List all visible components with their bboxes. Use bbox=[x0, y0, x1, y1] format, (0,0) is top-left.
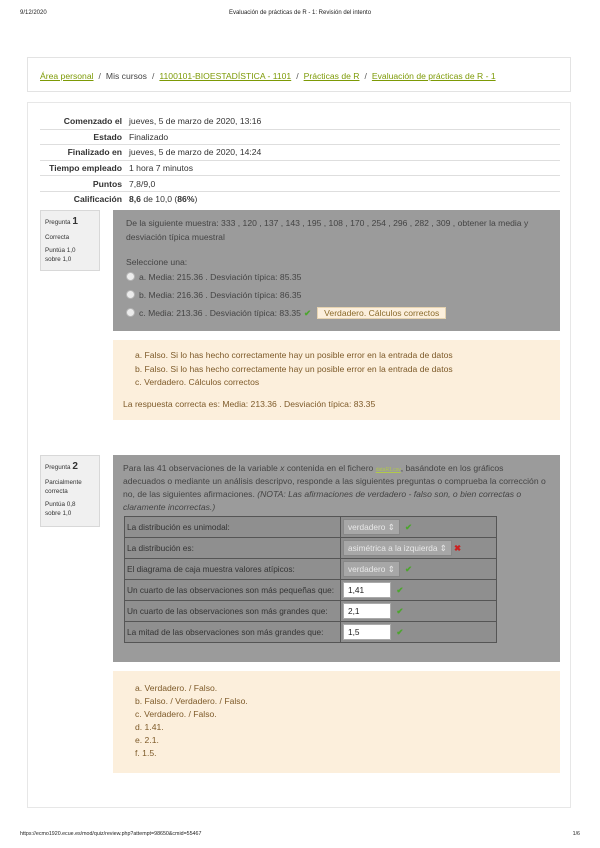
summary-row bbox=[40, 176, 560, 192]
question-text bbox=[123, 489, 521, 499]
table-row bbox=[125, 580, 497, 601]
statement-label: La mitad de las observaciones son más grandes que: bbox=[125, 622, 341, 643]
question-state: Parcialmente bbox=[45, 478, 82, 486]
grade-value: 8,6 bbox=[129, 194, 141, 205]
feedback-line: d. 1.41. bbox=[135, 722, 164, 732]
question-text-part: contenida en el fichero bbox=[284, 463, 376, 473]
summary-value: jueves, 5 de marzo de 2020, 13:16 bbox=[129, 116, 262, 127]
statement-label: La distribución es: bbox=[125, 538, 341, 559]
select-value: verdadero bbox=[348, 522, 386, 532]
question-1-feedback bbox=[113, 340, 560, 420]
grade-mid: de 10,0 ( bbox=[140, 194, 178, 205]
question-note: claramente incorrectas.) bbox=[123, 502, 216, 512]
question-number: 2 bbox=[72, 461, 78, 472]
summary-key: Comenzado el bbox=[63, 116, 122, 127]
print-title: Evaluación de prácticas de R - 1: Revisión del intento bbox=[228, 10, 372, 16]
check-icon: ✔ bbox=[396, 627, 404, 637]
right-answer: La respuesta correcta es: Media: 213.36 . Desviación típica: 83.35 bbox=[123, 399, 376, 409]
grade-percent: 86% bbox=[177, 194, 195, 205]
check-icon: ✔ bbox=[404, 522, 412, 532]
feedback-line: b. Falso. Si lo has hecho correctamente hay un posible error en la entrada de datos bbox=[135, 364, 453, 374]
select-arrows-icon: ⇕ bbox=[387, 522, 395, 532]
question-state-cont: correcta bbox=[45, 487, 68, 495]
table-row bbox=[125, 538, 497, 559]
summary-row bbox=[40, 160, 560, 176]
summary-value: Finalizado bbox=[129, 129, 560, 145]
table-row bbox=[125, 622, 497, 643]
summary-key: Puntos bbox=[40, 176, 129, 192]
question-text-part: Para las 41 observaciones de la variable bbox=[123, 463, 281, 473]
question-note: (NOTA: Las afirmaciones de verdadero - falso son, o bien correctas o bbox=[257, 489, 522, 499]
check-icon: ✔ bbox=[396, 606, 404, 616]
feedback-line: a. Falso. Si lo has hecho correctamente hay un posible error en la entrada de datos bbox=[135, 350, 453, 360]
answer-cell bbox=[341, 580, 497, 601]
select-arrows-icon: ⇕ bbox=[387, 564, 395, 574]
radio-button[interactable] bbox=[126, 290, 135, 299]
option-label: b. Media: 216.36 . Desviación típica: 86.35 bbox=[139, 290, 302, 300]
summary-value: jueves, 5 de marzo de 2020, 14:24 bbox=[129, 145, 560, 161]
answer-select[interactable] bbox=[343, 561, 400, 577]
answer-select[interactable] bbox=[343, 519, 400, 535]
answer-table bbox=[124, 516, 497, 643]
option-label: c. Media: 213.36 . Desviación típica: 83.35 bbox=[139, 308, 301, 318]
question-2-info bbox=[40, 455, 100, 527]
select-value: asimétrica a la izquierda bbox=[348, 543, 438, 553]
question-grade-max: sobre 1,0 bbox=[45, 255, 72, 263]
question-text: desviación típica muestral bbox=[126, 232, 225, 242]
question-grade: Puntúa 0,8 bbox=[45, 500, 76, 508]
check-icon: ✔ bbox=[303, 308, 312, 318]
variable-name: x bbox=[280, 463, 285, 473]
option-feedback-badge: Verdadero. Cálculos correctos bbox=[317, 307, 446, 319]
check-icon: ✔ bbox=[404, 564, 412, 574]
statement-label: El diagrama de caja muestra valores atípicos: bbox=[125, 559, 341, 580]
table-row bbox=[125, 559, 497, 580]
breadcrumb-home-link[interactable]: Área personal bbox=[40, 71, 94, 81]
page-number: 1/6 bbox=[572, 831, 580, 837]
question-text-part: , basándote en los gráficos bbox=[400, 463, 504, 473]
question-grade: Puntúa 1,0 bbox=[45, 246, 76, 254]
summary-row bbox=[40, 191, 560, 206]
check-icon: ✔ bbox=[396, 585, 404, 595]
attempt-summary-table bbox=[40, 114, 560, 207]
breadcrumb-section-link[interactable]: Prácticas de R bbox=[303, 71, 360, 81]
question-text-part: no, de las siguientes afirmaciones. bbox=[123, 489, 258, 499]
question-1-formulation bbox=[113, 210, 560, 331]
answer-cell bbox=[341, 538, 497, 559]
summary-row bbox=[40, 114, 560, 129]
question-2-feedback bbox=[113, 671, 560, 773]
answer-cell bbox=[341, 559, 497, 580]
feedback-line: e. 2.1. bbox=[135, 735, 159, 745]
breadcrumb-course-link[interactable]: 1100101-BIOESTADÍSTICA - 1101 bbox=[159, 71, 292, 81]
question-grade-max: sobre 1,0 bbox=[45, 509, 72, 517]
breadcrumb-separator: / bbox=[151, 71, 155, 81]
breadcrumb-mycourses: Mis cursos bbox=[105, 71, 147, 81]
summary-value bbox=[129, 191, 560, 206]
question-text bbox=[123, 463, 503, 473]
answer-input[interactable]: 1,5 bbox=[343, 624, 391, 640]
table-row bbox=[125, 517, 497, 538]
breadcrumb-separator: / bbox=[296, 71, 299, 81]
answer-select[interactable] bbox=[343, 540, 452, 556]
answer-option-a[interactable] bbox=[126, 272, 301, 282]
question-1-info bbox=[40, 210, 100, 271]
question-text: De la siguiente muestra: 333 , 120 , 137 , 143 , 195 , 108 , 170 , 254 , 296 , 282 , 309 , obtener la media y bbox=[126, 218, 529, 228]
question-state: Correcta bbox=[45, 233, 70, 241]
statement-label: Un cuarto de las observaciones son más pequeñas que: bbox=[125, 580, 341, 601]
summary-row bbox=[40, 129, 560, 145]
select-arrows-icon: ⇕ bbox=[439, 543, 447, 553]
answer-cell bbox=[341, 622, 497, 643]
answer-cell bbox=[341, 601, 497, 622]
question-text: adecuados o mediante un análisis descripvo, responde a las siguientes preguntas o comprueba la corrección o bbox=[123, 476, 546, 486]
table-row bbox=[125, 601, 497, 622]
feedback-line: a. Verdadero. / Falso. bbox=[135, 683, 218, 693]
summary-key: Finalizado en bbox=[40, 145, 129, 161]
summary-value: 7,8/9,0 bbox=[129, 176, 560, 192]
feedback-line: f. 1.5. bbox=[135, 748, 157, 758]
answer-option-b[interactable] bbox=[126, 290, 301, 300]
question-number: 1 bbox=[72, 216, 78, 227]
radio-button-selected[interactable] bbox=[126, 308, 135, 317]
summary-key: Estado bbox=[40, 129, 129, 145]
radio-button[interactable] bbox=[126, 272, 135, 281]
grade-end: ) bbox=[194, 194, 198, 205]
summary-key: Calificación bbox=[40, 191, 129, 206]
feedback-line: c. Verdadero. Cálculos correctos bbox=[135, 377, 260, 387]
feedback-line: b. Falso. / Verdadero. / Falso. bbox=[135, 696, 248, 706]
answer-prompt: Seleccione una: bbox=[126, 257, 188, 267]
question-label: Pregunta bbox=[45, 219, 71, 226]
statement-label: La distribución es unimodal: bbox=[125, 517, 341, 538]
question-text bbox=[123, 502, 215, 512]
print-url: https://ecmo1920.ecue.es/mod/quiz/review.php?attempt=98650&cmid=55467 bbox=[20, 831, 202, 837]
summary-row bbox=[40, 145, 560, 161]
breadcrumb-separator: / bbox=[364, 71, 367, 81]
summary-value: 1 hora 7 minutos bbox=[129, 160, 560, 176]
statement-label: Un cuarto de las observaciones son más grandes que: bbox=[125, 601, 341, 622]
cross-icon: ✖ bbox=[454, 543, 461, 553]
breadcrumb-quiz-link[interactable]: Evaluación de prácticas de R - 1 bbox=[371, 71, 496, 81]
breadcrumb bbox=[27, 57, 571, 92]
option-label: a. Media: 215.36 . Desviación típica: 85.35 bbox=[139, 272, 302, 282]
answer-input[interactable]: 2,1 bbox=[343, 603, 391, 619]
data-file-link[interactable]: dataR1.csv bbox=[375, 467, 401, 473]
answer-cell bbox=[341, 517, 497, 538]
answer-option-c[interactable] bbox=[126, 307, 446, 319]
select-value: verdadero bbox=[348, 564, 386, 574]
breadcrumb-separator: / bbox=[98, 71, 101, 81]
answer-input[interactable]: 1,41 bbox=[343, 582, 391, 598]
print-date: 9/12/2020 bbox=[20, 10, 47, 16]
question-label: Pregunta bbox=[45, 464, 71, 471]
summary-key: Tiempo empleado bbox=[40, 160, 129, 176]
feedback-line: c. Verdadero. / Falso. bbox=[135, 709, 217, 719]
